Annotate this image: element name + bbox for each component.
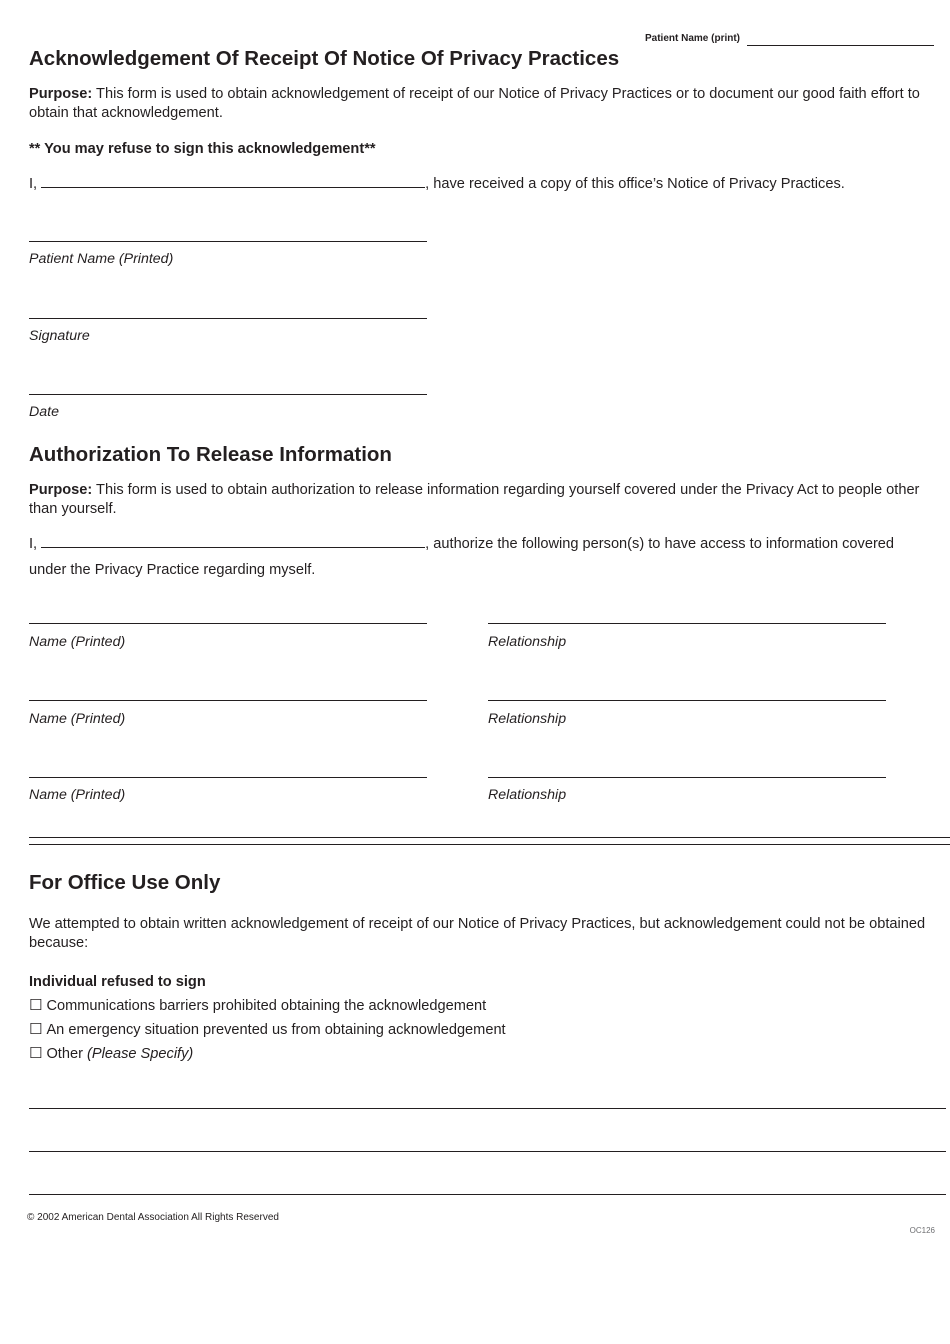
option-text: Other xyxy=(46,1046,83,1062)
relationship-field-1[interactable] xyxy=(488,623,886,624)
acknowledgement-purpose-label: Purpose: xyxy=(29,86,93,102)
authorized-name-field-3[interactable] xyxy=(29,777,427,778)
authorization-statement-prefix: I, xyxy=(29,536,38,552)
date-field[interactable] xyxy=(29,394,427,395)
authorized-name-label: Name (Printed) xyxy=(29,711,126,727)
acknowledgement-purpose xyxy=(29,85,934,123)
option-text: An emergency situation prevented us from obtaining acknowledgement xyxy=(46,1022,506,1038)
acknowledgement-statement-suffix: , have received a copy of this office’s Notice of Privacy Practices. xyxy=(425,176,845,192)
office-options xyxy=(29,993,506,1065)
header-patient-name-label: Patient Name (print) xyxy=(645,33,741,44)
option-emergency-situation[interactable] xyxy=(29,1017,506,1041)
signature-label: Signature xyxy=(29,328,90,344)
header-patient-name-field[interactable] xyxy=(747,45,934,46)
option-text: Communications barriers prohibited obtaining the acknowledgement xyxy=(46,998,487,1014)
option-other[interactable] xyxy=(29,1041,506,1065)
patient-name-label: Patient Name (Printed) xyxy=(29,251,174,267)
section-divider-top xyxy=(29,837,950,838)
checkbox-icon[interactable]: ☐ xyxy=(29,996,43,1014)
authorization-statement-suffix: , authorize the following person(s) to have access to information covered xyxy=(425,536,895,552)
acknowledgement-name-blank[interactable] xyxy=(41,186,425,188)
authorized-name-label: Name (Printed) xyxy=(29,787,126,803)
office-title: For Office Use Only xyxy=(29,871,221,894)
relationship-field-2[interactable] xyxy=(488,700,886,701)
header-patient-name xyxy=(645,33,740,44)
acknowledgement-purpose-text: This form is used to obtain acknowledgement of receipt of our Notice of Privacy Practices or to document our good faith effort to obtain that acknowledgement. xyxy=(29,86,920,121)
acknowledgement-statement-prefix: I, xyxy=(29,176,38,192)
acknowledgement-statement xyxy=(29,175,845,194)
authorization-name-blank[interactable] xyxy=(41,546,425,548)
relationship-label: Relationship xyxy=(488,787,567,803)
refuse-note: ** You may refuse to sign this acknowledgement** xyxy=(29,141,376,157)
checkbox-icon[interactable]: ☐ xyxy=(29,1044,43,1062)
authorized-name-field-1[interactable] xyxy=(29,623,427,624)
checkbox-icon[interactable]: ☐ xyxy=(29,1020,43,1038)
acknowledgement-title: Acknowledgement Of Receipt Of Notice Of Privacy Practices xyxy=(29,47,620,70)
authorization-statement xyxy=(29,535,894,554)
specify-line-1[interactable] xyxy=(29,1108,946,1109)
authorization-purpose xyxy=(29,481,934,519)
authorization-statement-line2: under the Privacy Practice regarding myself. xyxy=(29,562,316,578)
relationship-label: Relationship xyxy=(488,634,567,650)
refused-label: Individual refused to sign xyxy=(29,974,206,990)
form-code: OC126 xyxy=(909,1226,935,1235)
authorized-name-field-2[interactable] xyxy=(29,700,427,701)
patient-name-field[interactable] xyxy=(29,241,427,242)
copyright: © 2002 American Dental Association All Rights Reserved xyxy=(27,1212,279,1223)
signature-field[interactable] xyxy=(29,318,427,319)
authorized-name-label: Name (Printed) xyxy=(29,634,126,650)
relationship-field-3[interactable] xyxy=(488,777,886,778)
authorization-purpose-text: This form is used to obtain authorization to release information regarding yourself covered under the Privacy Act to people other than yourself. xyxy=(29,482,920,517)
specify-line-3[interactable] xyxy=(29,1194,946,1195)
office-intro: We attempted to obtain written acknowledgement of receipt of our Notice of Privacy Practices, but acknowledgement could not be obtained because: xyxy=(29,916,926,951)
specify-line-2[interactable] xyxy=(29,1151,946,1152)
authorization-purpose-label: Purpose: xyxy=(29,482,93,498)
option-communications-barriers[interactable] xyxy=(29,993,506,1017)
section-divider-bottom xyxy=(29,844,950,845)
authorization-title: Authorization To Release Information xyxy=(29,443,392,466)
option-note: (Please Specify) xyxy=(87,1046,194,1062)
date-label: Date xyxy=(29,404,59,420)
relationship-label: Relationship xyxy=(488,711,567,727)
